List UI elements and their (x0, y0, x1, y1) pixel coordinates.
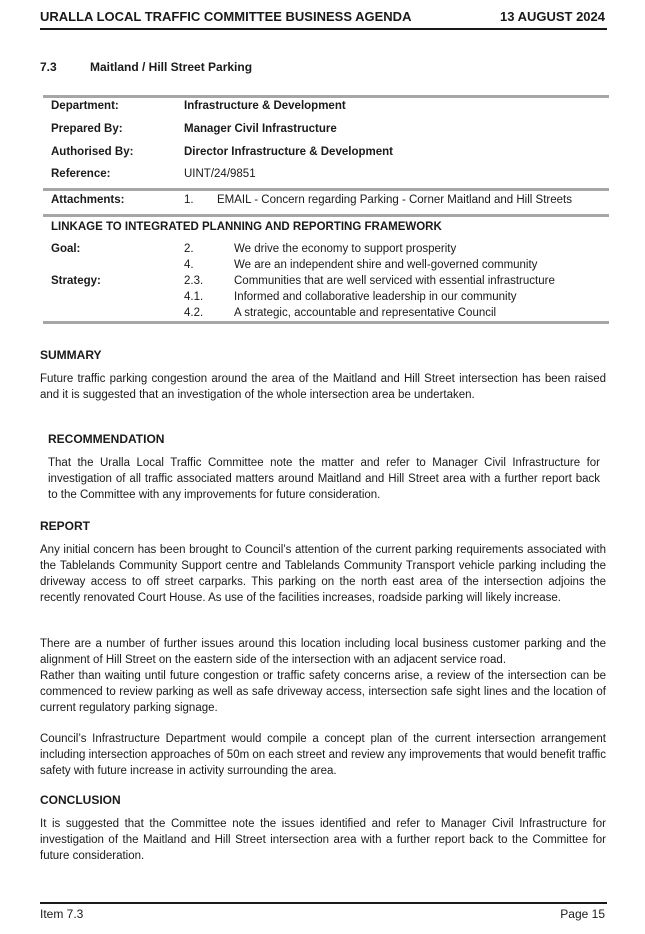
meta-value-authorised-by: Director Infrastructure & Development (184, 146, 393, 158)
goal-number: 4. (184, 259, 194, 271)
attachment-number: 1. (184, 194, 194, 206)
footer-page-number: Page 15 (560, 907, 605, 921)
summary-heading: SUMMARY (40, 348, 102, 362)
linkage-heading: LINKAGE TO INTEGRATED PLANNING AND REPORTING FRAMEWORK (51, 221, 442, 233)
item-title: Maitland / Hill Street Parking (90, 60, 253, 74)
recommendation-heading: RECOMMENDATION (48, 432, 165, 446)
strategy-text: Informed and collaborative leadership in our community (234, 291, 517, 303)
table-rule-top (43, 95, 609, 98)
footer-item-label: Item 7.3 (40, 907, 84, 921)
meta-label-reference: Reference: (51, 168, 111, 180)
meta-value-prepared-by: Manager Civil Infrastructure (184, 123, 337, 135)
page-header-title: URALLA LOCAL TRAFFIC COMMITTEE BUSINESS AGENDA (40, 9, 412, 24)
report-paragraph: Rather than waiting until future congestion or traffic safety concerns arise, a review of the intersection can be commenced to review parking as well as safe driveway access, intersection safe sight lines and the location of current regulatory parking signage. (40, 670, 606, 714)
conclusion-heading: CONCLUSION (40, 793, 121, 807)
table-rule-linkage-top (43, 214, 609, 217)
report-paragraph: Any initial concern has been brought to Council’s attention of the current parking requirements associated with the Tablelands Community Support centre and Tablelands Community Transport vehicle parking including the driveway access to off street carparks. This parking on the north east area of the intersection adjoins the recently renovated Court House. As use of the facilities increases, roadside parking will likely increase. (40, 544, 606, 604)
goal-text: We are an independent shire and well-governed community (234, 259, 538, 271)
header-rule (40, 28, 607, 30)
attachments-label: Attachments: (51, 194, 125, 206)
table-rule-bottom (43, 321, 609, 324)
goal-number: 2. (184, 243, 194, 255)
meta-value-department: Infrastructure & Development (184, 100, 346, 112)
page-header-date: 13 AUGUST 2024 (499, 9, 605, 24)
report-paragraph: Council’s Infrastructure Department would compile a concept plan of the current intersection arrangement including intersection approaches of 50m on each street and review any improvements that would benefit traffic safety with future increase in activity surrounding the area. (40, 733, 606, 777)
meta-label-authorised-by: Authorised By: (51, 146, 134, 158)
conclusion-text: It is suggested that the Committee note the issues identified and refer to Manager Civil Infrastructure for investigation of the Maitland and Hill Street intersection area with a further report back to the Committee for future consideration. (40, 818, 606, 862)
table-rule-attachments-top (43, 188, 609, 191)
footer-rule (40, 902, 607, 904)
goal-label: Goal: (51, 243, 81, 255)
attachment-link[interactable]: EMAIL - Concern regarding Parking - Corner Maitland and Hill Streets (217, 194, 572, 206)
goal-text: We drive the economy to support prosperity (234, 243, 457, 255)
report-heading: REPORT (40, 519, 91, 533)
strategy-number: 2.3. (184, 275, 204, 287)
strategy-label: Strategy: (51, 275, 101, 287)
item-number: 7.3 (40, 60, 57, 74)
strategy-text: Communities that are well serviced with essential infrastructure (234, 275, 555, 287)
strategy-number: 4.2. (184, 307, 204, 319)
meta-label-department: Department: (51, 100, 119, 112)
strategy-text: A strategic, accountable and representative Council (234, 307, 497, 319)
meta-value-reference: UINT/24/9851 (184, 168, 256, 180)
report-paragraph: There are a number of further issues around this location including local business customer parking and the alignment of Hill Street on the eastern side of the intersection with an adjacent service road. (40, 638, 606, 666)
recommendation-text: That the Uralla Local Traffic Committee note the matter and refer to Manager Civil Infrastructure for investigation of all traffic associated matters around Maitland and Hill Street area with a further report back to the Committee with any improvements for future consideration. (48, 457, 600, 501)
strategy-number: 4.1. (184, 291, 204, 303)
meta-label-prepared-by: Prepared By: (51, 123, 123, 135)
summary-text: Future traffic parking congestion around the area of the Maitland and Hill Street intersection has been raised and it is suggested that an investigation of the whole intersection area be undertaken. (40, 373, 606, 401)
